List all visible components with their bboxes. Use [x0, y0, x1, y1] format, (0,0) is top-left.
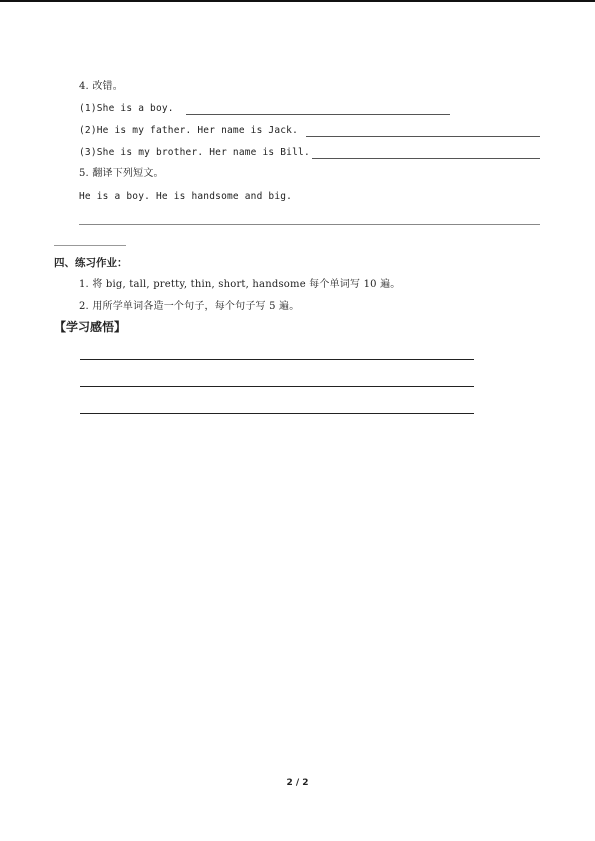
page-top-border — [0, 0, 595, 2]
reflection-line-1[interactable] — [80, 359, 474, 360]
reflection-line-3[interactable] — [80, 413, 474, 414]
q5-title: 5. 翻译下列短文。 — [79, 168, 164, 179]
q4-answer-line-1[interactable] — [186, 114, 450, 115]
q4-item-2: (2)He is my father. Her name is Jack. — [79, 125, 299, 136]
section-divider — [54, 245, 126, 246]
homework-item-1: 1. 将 big, tall, pretty, thin, short, handsome 每个单词写 10 遍。 — [79, 279, 401, 290]
homework-heading: 四、练习作业： — [54, 257, 128, 269]
page-number: 2 / 2 — [286, 778, 309, 788]
q4-title: 4. 改错。 — [79, 81, 123, 92]
q5-passage: He is a boy. He is handsome and big. — [79, 191, 293, 202]
q5-answer-line[interactable] — [79, 224, 540, 225]
q4-item-1: (1)She is a boy. — [79, 103, 174, 114]
reflection-heading: 【学习感悟】 — [54, 320, 127, 334]
q4-answer-line-2[interactable] — [306, 136, 540, 137]
reflection-line-2[interactable] — [80, 386, 474, 387]
q4-item-3: (3)She is my brother. Her name is Bill. — [79, 147, 310, 158]
homework-item-2: 2. 用所学单词各造一个句子，每个句子写 5 遍。 — [79, 301, 300, 312]
q4-answer-line-3[interactable] — [312, 158, 540, 159]
